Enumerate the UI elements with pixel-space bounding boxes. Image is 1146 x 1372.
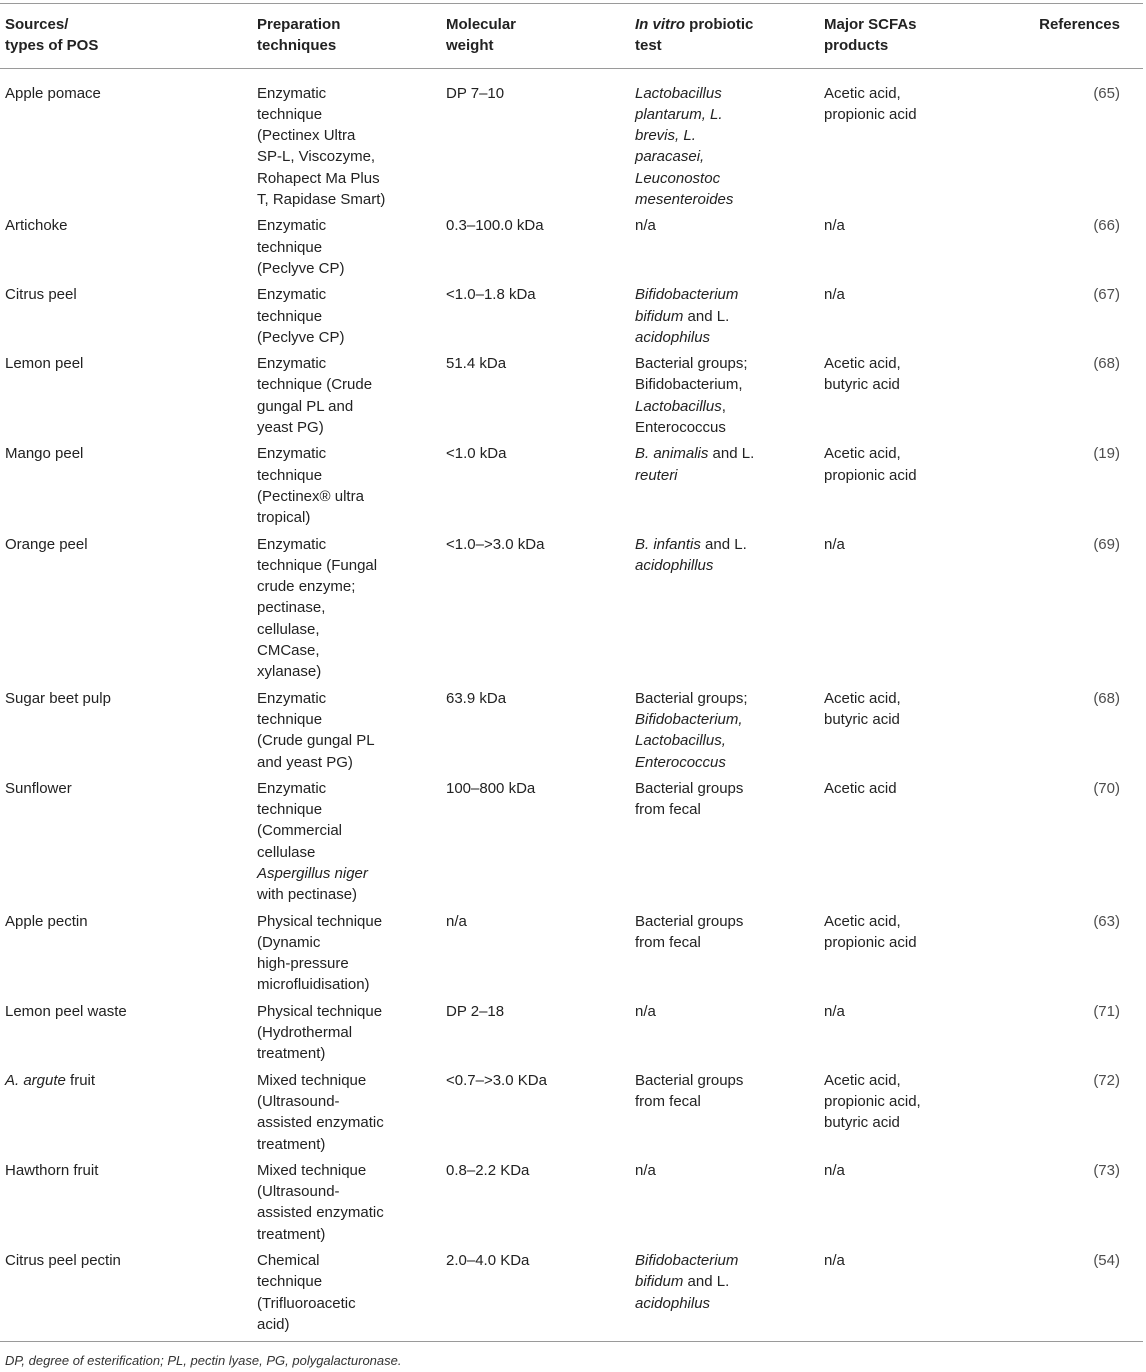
cell-scfa: [819, 534, 1009, 688]
italic-text: B. infantis: [635, 535, 701, 553]
cell-preparation: [252, 1160, 441, 1250]
cell-line: propionic acid: [824, 933, 917, 951]
cell-line: (Commercial: [257, 822, 343, 840]
cell-in-vitro-test: [630, 284, 819, 353]
cell-source: [0, 778, 252, 911]
italic-text: B. animalis: [635, 445, 709, 463]
cell-line: Acetic acid,: [824, 355, 901, 373]
cell-line: butyric acid: [824, 710, 900, 728]
header-line: products: [824, 37, 889, 55]
cell-line: with pectinase): [257, 886, 358, 904]
cell-line: [635, 284, 815, 305]
cell-line: xylanase): [257, 663, 322, 681]
cell-line: Acetic acid,: [824, 689, 901, 707]
cell-reference[interactable]: (73): [1093, 1161, 1120, 1179]
italic-text: Lactobacillus: [635, 84, 722, 102]
cell-line: Rohapect Ma Plus: [257, 169, 380, 187]
cell-line: gungal PL and: [257, 397, 354, 415]
cell-line: technique: [257, 105, 323, 123]
cell-line: assisted enzymatic: [257, 1204, 384, 1222]
cell-text: Bacterial groups: [635, 779, 744, 797]
cell-line: [635, 752, 815, 773]
cell-in-vitro-test: [630, 1001, 819, 1070]
italic-text: Leuconostoc: [635, 169, 721, 187]
cell-source: [0, 688, 252, 778]
cell-preparation: [252, 911, 441, 1001]
cell-line: propionic acid: [824, 105, 917, 123]
cell-line: technique: [257, 710, 323, 728]
cell-line: [635, 104, 815, 125]
cell-reference[interactable]: (67): [1093, 286, 1120, 304]
cell-in-vitro-test: [630, 215, 819, 284]
italic-text: bifidum: [635, 1273, 684, 1291]
cell-molecular-weight: 0.3–100.0 kDa: [446, 217, 544, 235]
cell-line: butyric acid: [824, 376, 900, 394]
italic-text: brevis, L.: [635, 127, 696, 145]
cell-scfa: [819, 353, 1009, 443]
cell-preparation: [252, 284, 441, 353]
cell-line: (Dynamic: [257, 933, 321, 951]
cell-preparation: [252, 443, 441, 533]
cell-source: [0, 534, 252, 688]
cell-line: SP-L, Viscozyme,: [257, 148, 376, 166]
cell-preparation: [252, 68, 441, 215]
cell-line: [635, 1091, 815, 1112]
cell-molecular-weight: n/a: [446, 912, 467, 930]
cell-line: [635, 168, 815, 189]
cell-scfa: [819, 1070, 1009, 1160]
cell-text: and L.: [683, 307, 730, 325]
cell-line: Sunflower: [5, 779, 72, 797]
cell-line: Orange peel: [5, 535, 88, 553]
cell-line: [635, 443, 815, 464]
cell-line: Enzymatic: [257, 689, 327, 707]
cell-line: Lemon peel: [5, 355, 84, 373]
cell-line: Citrus peel pectin: [5, 1252, 121, 1270]
cell-line: n/a: [824, 535, 845, 553]
cell-line: [635, 125, 815, 146]
cell-line: [635, 465, 815, 486]
cell-text: n/a: [635, 1002, 656, 1020]
cell-line: Apple pomace: [5, 84, 101, 102]
cell-line: Physical technique: [257, 912, 383, 930]
cell-line: n/a: [824, 286, 845, 304]
col-header-references: References: [1009, 4, 1143, 69]
cell-text: and L.: [708, 445, 755, 463]
cell-molecular-weight: 63.9 kDa: [446, 689, 507, 707]
header-text: probiotic: [685, 16, 754, 33]
cell-reference[interactable]: (65): [1093, 84, 1120, 102]
cell-line: Acetic acid,: [824, 1071, 901, 1089]
cell-molecular-weight: <0.7–>3.0 KDa: [446, 1071, 547, 1089]
cell-preparation: [252, 1001, 441, 1070]
cell-in-vitro-test: [630, 1160, 819, 1250]
cell-source: [0, 1160, 252, 1250]
cell-line: Lemon peel waste: [5, 1002, 127, 1020]
cell-preparation: [252, 1070, 441, 1160]
cell-in-vitro-test: [630, 68, 819, 215]
cell-line: [635, 1070, 815, 1091]
cell-in-vitro-test: [630, 443, 819, 533]
cell-source: [0, 1070, 252, 1160]
cell-reference[interactable]: (19): [1093, 445, 1120, 463]
cell-source: [0, 1250, 252, 1342]
table-row: [0, 688, 1143, 778]
table-row: [0, 215, 1143, 284]
cell-scfa: [819, 911, 1009, 1001]
cell-line: cellulase: [257, 843, 316, 861]
cell-text: and L.: [700, 535, 747, 553]
cell-line: n/a: [824, 1252, 845, 1270]
cell-line: [635, 932, 815, 953]
cell-line: technique: [257, 238, 323, 256]
cell-text: from fecal: [635, 933, 701, 951]
cell-line: (Trifluoroacetic: [257, 1294, 356, 1312]
table-row: [0, 911, 1143, 1001]
cell-line: Enzymatic: [257, 535, 327, 553]
cell-line: [635, 799, 815, 820]
cell-line: Apple pectin: [5, 912, 88, 930]
cell-in-vitro-test: [630, 1250, 819, 1342]
table-row: [0, 353, 1143, 443]
cell-line: [635, 215, 815, 236]
cell-in-vitro-test: [630, 778, 819, 911]
table-row: [0, 1160, 1143, 1250]
cell-preparation: [252, 534, 441, 688]
cell-line: Acetic acid,: [824, 445, 901, 463]
cell-molecular-weight: <1.0 kDa: [446, 445, 507, 463]
cell-line: Mixed technique: [257, 1161, 367, 1179]
cell-line: [635, 306, 815, 327]
cell-reference[interactable]: (70): [1093, 779, 1120, 797]
cell-line: n/a: [824, 1161, 845, 1179]
italic-text: acidophilus: [635, 1294, 711, 1312]
italic-text: Bifidobacterium: [635, 1252, 739, 1270]
cell-line: (Ultrasound-: [257, 1183, 340, 1201]
cell-line: Physical technique: [257, 1002, 383, 1020]
cell-line: (Pectinex Ultra: [257, 127, 356, 145]
cell-line: n/a: [824, 1002, 845, 1020]
cell-line: technique (Crude: [257, 376, 373, 394]
cell-molecular-weight: 0.8–2.2 KDa: [446, 1161, 530, 1179]
cell-scfa: [819, 1250, 1009, 1342]
table-header: [0, 4, 1143, 69]
cell-molecular-weight: 100–800 kDa: [446, 779, 536, 797]
cell-scfa: [819, 1160, 1009, 1250]
cell-line: [635, 327, 815, 348]
cell-line: Enzymatic: [257, 355, 327, 373]
cell-line: (Hydrothermal: [257, 1024, 353, 1042]
cell-source: [0, 215, 252, 284]
cell-text: ,: [721, 397, 726, 415]
cell-text: Bacterial groups: [635, 1071, 744, 1089]
cell-in-vitro-test: [630, 688, 819, 778]
header-line: Major SCFAs: [824, 16, 917, 33]
italic-text: reuteri: [635, 466, 678, 484]
cell-line: Enzymatic: [257, 84, 327, 102]
cell-line: (Peclyve CP): [257, 328, 345, 346]
cell-line: [635, 1271, 815, 1292]
cell-line: Sugar beet pulp: [5, 689, 111, 707]
header-row: [0, 4, 1143, 69]
cell-line: [635, 146, 815, 167]
col-header-molecular-weight: [441, 4, 630, 69]
italic-text: bifidum: [635, 307, 684, 325]
cell-line: cellulase,: [257, 620, 320, 638]
cell-preparation: [252, 778, 441, 911]
italic-text: Lactobacillus,: [635, 732, 726, 750]
header-line: test: [635, 37, 662, 55]
cell-line: Citrus peel: [5, 286, 77, 304]
cell-reference[interactable]: (72): [1093, 1071, 1120, 1089]
cell-line: yeast PG): [257, 419, 324, 437]
cell-line: treatment): [257, 1045, 326, 1063]
cell-molecular-weight: <1.0–1.8 kDa: [446, 286, 536, 304]
cell-line: Acetic acid,: [824, 84, 901, 102]
col-header-in-vitro-test: [630, 4, 819, 69]
table-body: [0, 68, 1143, 1342]
cell-in-vitro-test: [630, 353, 819, 443]
cell-line: [635, 374, 815, 395]
cell-line: propionic acid: [824, 466, 917, 484]
cell-line: microfluidisation): [257, 976, 370, 994]
cell-line: [635, 1250, 815, 1271]
cell-source: [0, 68, 252, 215]
cell-reference[interactable]: (66): [1093, 217, 1120, 235]
cell-preparation: [252, 215, 441, 284]
cell-molecular-weight: <1.0–>3.0 kDa: [446, 535, 545, 553]
cell-line: (Peclyve CP): [257, 259, 345, 277]
cell-scfa: [819, 1001, 1009, 1070]
table-row: [0, 778, 1143, 911]
cell-line: (Pectinex® ultra: [257, 487, 364, 505]
cell-text: n/a: [635, 217, 656, 235]
cell-line: acid): [257, 1315, 290, 1333]
cell-scfa: [819, 215, 1009, 284]
cell-line: [635, 555, 815, 576]
cell-line: treatment): [257, 1135, 326, 1153]
cell-line: [635, 396, 815, 417]
col-header-scfa: [819, 4, 1009, 69]
cell-line: Enzymatic: [257, 779, 327, 797]
cell-line: [635, 1160, 815, 1181]
cell-line: Chemical: [257, 1252, 320, 1270]
header-italic: In vitro: [635, 16, 686, 33]
table-row: [0, 1250, 1143, 1342]
cell-scfa: [819, 443, 1009, 533]
cell-text: from fecal: [635, 801, 701, 819]
italic-text: Bifidobacterium: [635, 286, 739, 304]
italic-text: acidophilus: [635, 328, 711, 346]
cell-text: Enterococcus: [635, 419, 726, 437]
italic-text: plantarum, L.: [635, 105, 723, 123]
italic-text: A. argute: [5, 1071, 66, 1089]
cell-line: [257, 863, 437, 884]
col-header-preparation: [252, 4, 441, 69]
cell-molecular-weight: 2.0–4.0 KDa: [441, 1250, 630, 1342]
cell-line: technique: [257, 466, 323, 484]
cell-text: Bacterial groups;: [635, 689, 748, 707]
table-row: [0, 1070, 1143, 1160]
italic-text: acidophillus: [635, 556, 714, 574]
cell-line: [635, 83, 815, 104]
header-line: Molecular: [446, 16, 517, 33]
cell-text: fruit: [65, 1071, 96, 1089]
cell-source: [0, 284, 252, 353]
header-line: techniques: [257, 37, 337, 55]
cell-line: Mango peel: [5, 445, 84, 463]
italic-text: paracasei,: [635, 148, 705, 166]
cell-line: technique: [257, 801, 323, 819]
cell-reference[interactable]: (54): [1009, 1250, 1143, 1342]
cell-molecular-weight: DP 2–18: [446, 1002, 505, 1020]
cell-reference[interactable]: (63): [1093, 912, 1120, 930]
cell-line: [635, 1293, 815, 1314]
col-header-source: [0, 4, 252, 69]
cell-line: assisted enzymatic: [257, 1114, 384, 1132]
cell-source: [0, 1001, 252, 1070]
cell-line: technique: [257, 307, 323, 325]
cell-text: n/a: [635, 1161, 656, 1179]
italic-text: Enterococcus: [635, 753, 726, 771]
cell-line: n/a: [824, 217, 845, 235]
cell-line: [635, 709, 815, 730]
cell-line: [635, 189, 815, 210]
cell-preparation: [252, 688, 441, 778]
cell-text: Bacterial groups;: [635, 355, 748, 373]
cell-line: high-pressure: [257, 955, 349, 973]
table-footnote: DP, degree of esterification; PL, pectin lyase, PG, polygalacturonase.: [5, 1353, 402, 1368]
header-line: weight: [446, 37, 494, 55]
header-line: types of POS: [5, 37, 99, 55]
cell-line: [635, 730, 815, 751]
cell-source: [0, 353, 252, 443]
cell-line: Artichoke: [5, 217, 68, 235]
cell-line: Enzymatic: [257, 286, 327, 304]
cell-reference[interactable]: (69): [1093, 535, 1120, 553]
cell-scfa: [819, 778, 1009, 911]
table-row: [0, 284, 1143, 353]
header-line: [635, 14, 815, 35]
pos-table: [0, 3, 1143, 1342]
cell-reference[interactable]: (68): [1093, 355, 1120, 373]
cell-line: Hawthorn fruit: [5, 1161, 99, 1179]
cell-line: tropical): [257, 509, 311, 527]
italic-text: mesenteroides: [635, 191, 734, 209]
cell-reference[interactable]: (68): [1093, 689, 1120, 707]
cell-source: [0, 911, 252, 1001]
table-row: [0, 443, 1143, 533]
cell-line: (Crude gungal PL: [257, 732, 375, 750]
cell-scfa: [819, 284, 1009, 353]
cell-line: propionic acid,: [824, 1092, 921, 1110]
cell-line: Enzymatic: [257, 445, 327, 463]
italic-text: Lactobacillus: [635, 397, 722, 415]
cell-line: [635, 778, 815, 799]
italic-text: Bifidobacterium,: [635, 710, 743, 728]
cell-line: [635, 353, 815, 374]
cell-scfa: [819, 68, 1009, 215]
cell-text: and L.: [683, 1273, 730, 1291]
cell-line: T, Rapidase Smart): [257, 191, 386, 209]
cell-line: treatment): [257, 1225, 326, 1243]
cell-line: and yeast PG): [257, 753, 353, 771]
cell-line: [635, 417, 815, 438]
cell-line: Enzymatic: [257, 217, 327, 235]
cell-text: from fecal: [635, 1092, 701, 1110]
cell-line: (Ultrasound-: [257, 1092, 340, 1110]
cell-in-vitro-test: [630, 1070, 819, 1160]
cell-in-vitro-test: [630, 911, 819, 1001]
table-row: [0, 534, 1143, 688]
cell-preparation: [252, 1250, 441, 1342]
cell-line: technique: [257, 1273, 323, 1291]
cell-preparation: [252, 353, 441, 443]
cell-line: crude enzyme;: [257, 578, 356, 596]
cell-line: Mixed technique: [257, 1071, 367, 1089]
cell-line: Acetic acid,: [824, 912, 901, 930]
cell-text: Bacterial groups: [635, 912, 744, 930]
cell-line: technique (Fungal: [257, 556, 378, 574]
table-row: [0, 1001, 1143, 1070]
cell-in-vitro-test: [630, 534, 819, 688]
italic-text: Aspergillus niger: [257, 864, 368, 882]
table-row: [0, 68, 1143, 215]
cell-line: [635, 911, 815, 932]
cell-line: [635, 1001, 815, 1022]
cell-line: Acetic acid: [824, 779, 897, 797]
cell-reference[interactable]: (71): [1093, 1002, 1120, 1020]
cell-line: [635, 688, 815, 709]
cell-molecular-weight: 51.4 kDa: [446, 355, 507, 373]
cell-source: [0, 443, 252, 533]
cell-line: pectinase,: [257, 599, 326, 617]
cell-line: CMCase,: [257, 642, 320, 660]
cell-molecular-weight: DP 7–10: [446, 84, 505, 102]
cell-scfa: [819, 688, 1009, 778]
cell-text: Bifidobacterium,: [635, 376, 743, 394]
cell-line: [635, 534, 815, 555]
cell-line: butyric acid: [824, 1114, 900, 1132]
header-line: Sources/: [5, 16, 69, 33]
header-line: Preparation: [257, 16, 341, 33]
